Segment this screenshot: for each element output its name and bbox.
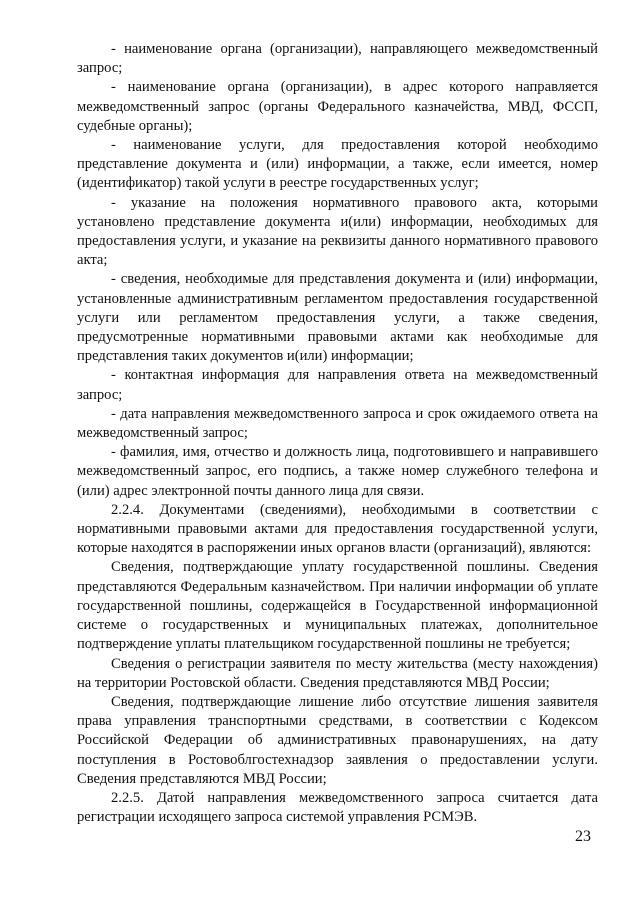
paragraph-driving-rights: Сведения, подтверждающие лишение либо отсутствие лишения заявителя права управления транспортными средствами, в соответствии с Кодексом Российской Федерации об административных правонарушениях, на дату поступления в Ростовоблгостехнадзор заявления о предоставлении услуги. Сведения представляются МВД России;	[77, 693, 598, 787]
paragraph-recipient-organ: - наименование органа (организации), в адрес которого направляется межведомственный запрос (органы Федерального казначейства, МВД, ФССП, судебные органы);	[77, 79, 598, 134]
paragraph-contact-information: - контактная информация для направления ответа на межведомственный запрос;	[77, 367, 598, 403]
paragraph-responsible-person: - фамилия, имя, отчество и должность лица, подготовившего и направившего межведомственный запрос, его подпись, а также номер служебного телефона и (или) адрес электронной почты данного лица для связи.	[77, 444, 598, 499]
paragraph-request-date: - дата направления межведомственного запроса и срок ожидаемого ответа на межведомственный запрос;	[77, 405, 598, 442]
paragraph-legal-act-reference: - указание на положения нормативного правового акта, которыми установлено представление документа и(или) информации, необходимых для предоставления услуги, и указание на реквизиты данного нормативного правового акта;	[77, 194, 598, 269]
paragraph-required-information: - сведения, необходимые для представления документа и (или) информации, установленные административным регламентом предоставления государственной услуги или регламентом предоставления услуги, а также сведения, предусмотренные нормативными правовыми актами как необходимые для представления таких документов и(или) информации;	[77, 271, 598, 365]
paragraph-state-duty-payment: Сведения, подтверждающие уплату государственной пошлины. Сведения представляются Федеральным казначейством. При наличии информации об уплате государственной пошлины, содержащейся в Государственной информационной системе о государственных и муниципальных платежах, дополнительное подтверждение уплаты плательщиком государственной пошлины не требуется;	[77, 559, 598, 653]
paragraph-residence-registration: Сведения о регистрации заявителя по месту жительства (месту нахождения) на территории Ростовской области. Сведения представляются МВД России;	[77, 655, 598, 691]
paragraph-section-2-2-5: 2.2.5. Датой направления межведомственного запроса считается дата регистрации исходящего запроса системой управления РСМЭВ.	[77, 789, 598, 826]
page-number: 23	[575, 828, 591, 845]
paragraph-service-name: - наименование услуги, для предоставления которой необходимо представление документа и (или) информации, а также, если имеется, номер (идентификатор) такой услуги в реестре государственных услуг;	[77, 137, 598, 192]
paragraph-requesting-organ: - наименование органа (организации), направляющего межведомственный запрос;	[77, 41, 598, 77]
paragraph-section-2-2-4: 2.2.4. Документами (сведениями), необходимыми в соответствии с нормативными правовыми актами для предоставления государственной услуги, которые находятся в распоряжении иных органов власти (организаций), являются:	[77, 501, 598, 557]
document-body	[77, 40, 598, 827]
